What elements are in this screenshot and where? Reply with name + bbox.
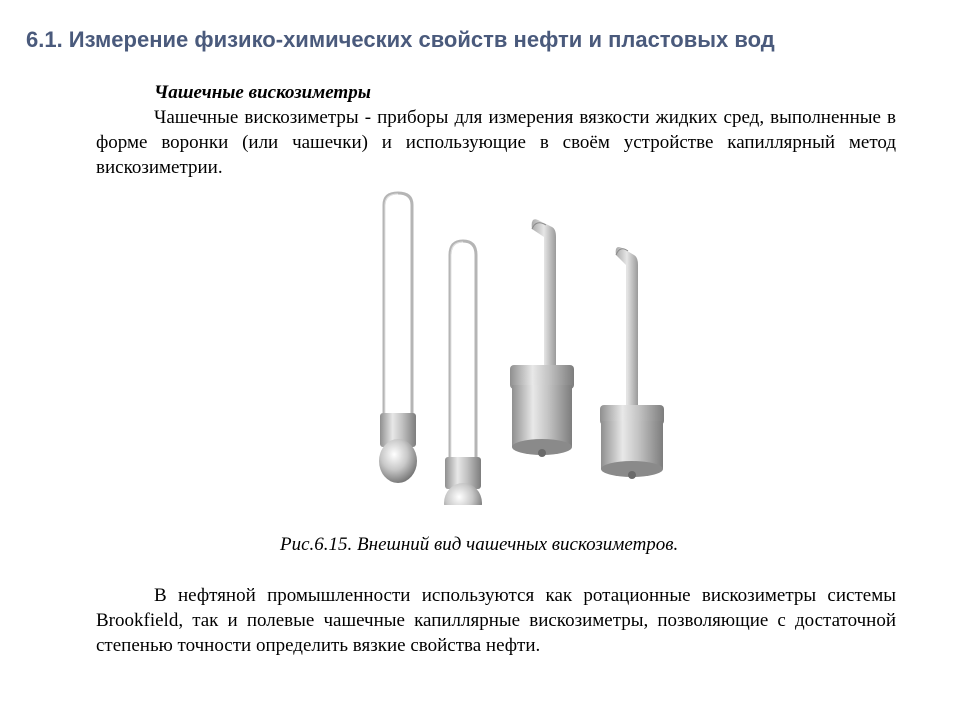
figure-caption: Рис.6.15. Внешний вид чашечных вискозиметров.	[280, 534, 679, 555]
page-title: 6.1. Измерение физико-химических свойств нефти и пластовых вод	[26, 27, 775, 52]
viscometers-photo	[360, 185, 700, 505]
section-subtitle: Чашечные вискозиметры	[154, 82, 371, 103]
loop-viscometer-1	[379, 193, 417, 483]
loop-viscometer-2	[444, 241, 482, 505]
cup-viscometer-1	[510, 219, 574, 457]
intro-paragraph: Чашечные вискозиметры - приборы для измерения вязкости жидких сред, выполненные в форме воронки (или чашечки) и использующие в своём устройстве капиллярный метод вискозиметрии.	[96, 107, 896, 178]
cup-viscometer-2	[600, 247, 664, 479]
body-paragraph: В нефтяной промышленности используются как ротационные вискозиметры системы Brookfield, так и полевые чашечные капиллярные вискозиметры, позволяющие с достаточной степенью точности определить вязкие свойства нефти.	[96, 585, 896, 656]
